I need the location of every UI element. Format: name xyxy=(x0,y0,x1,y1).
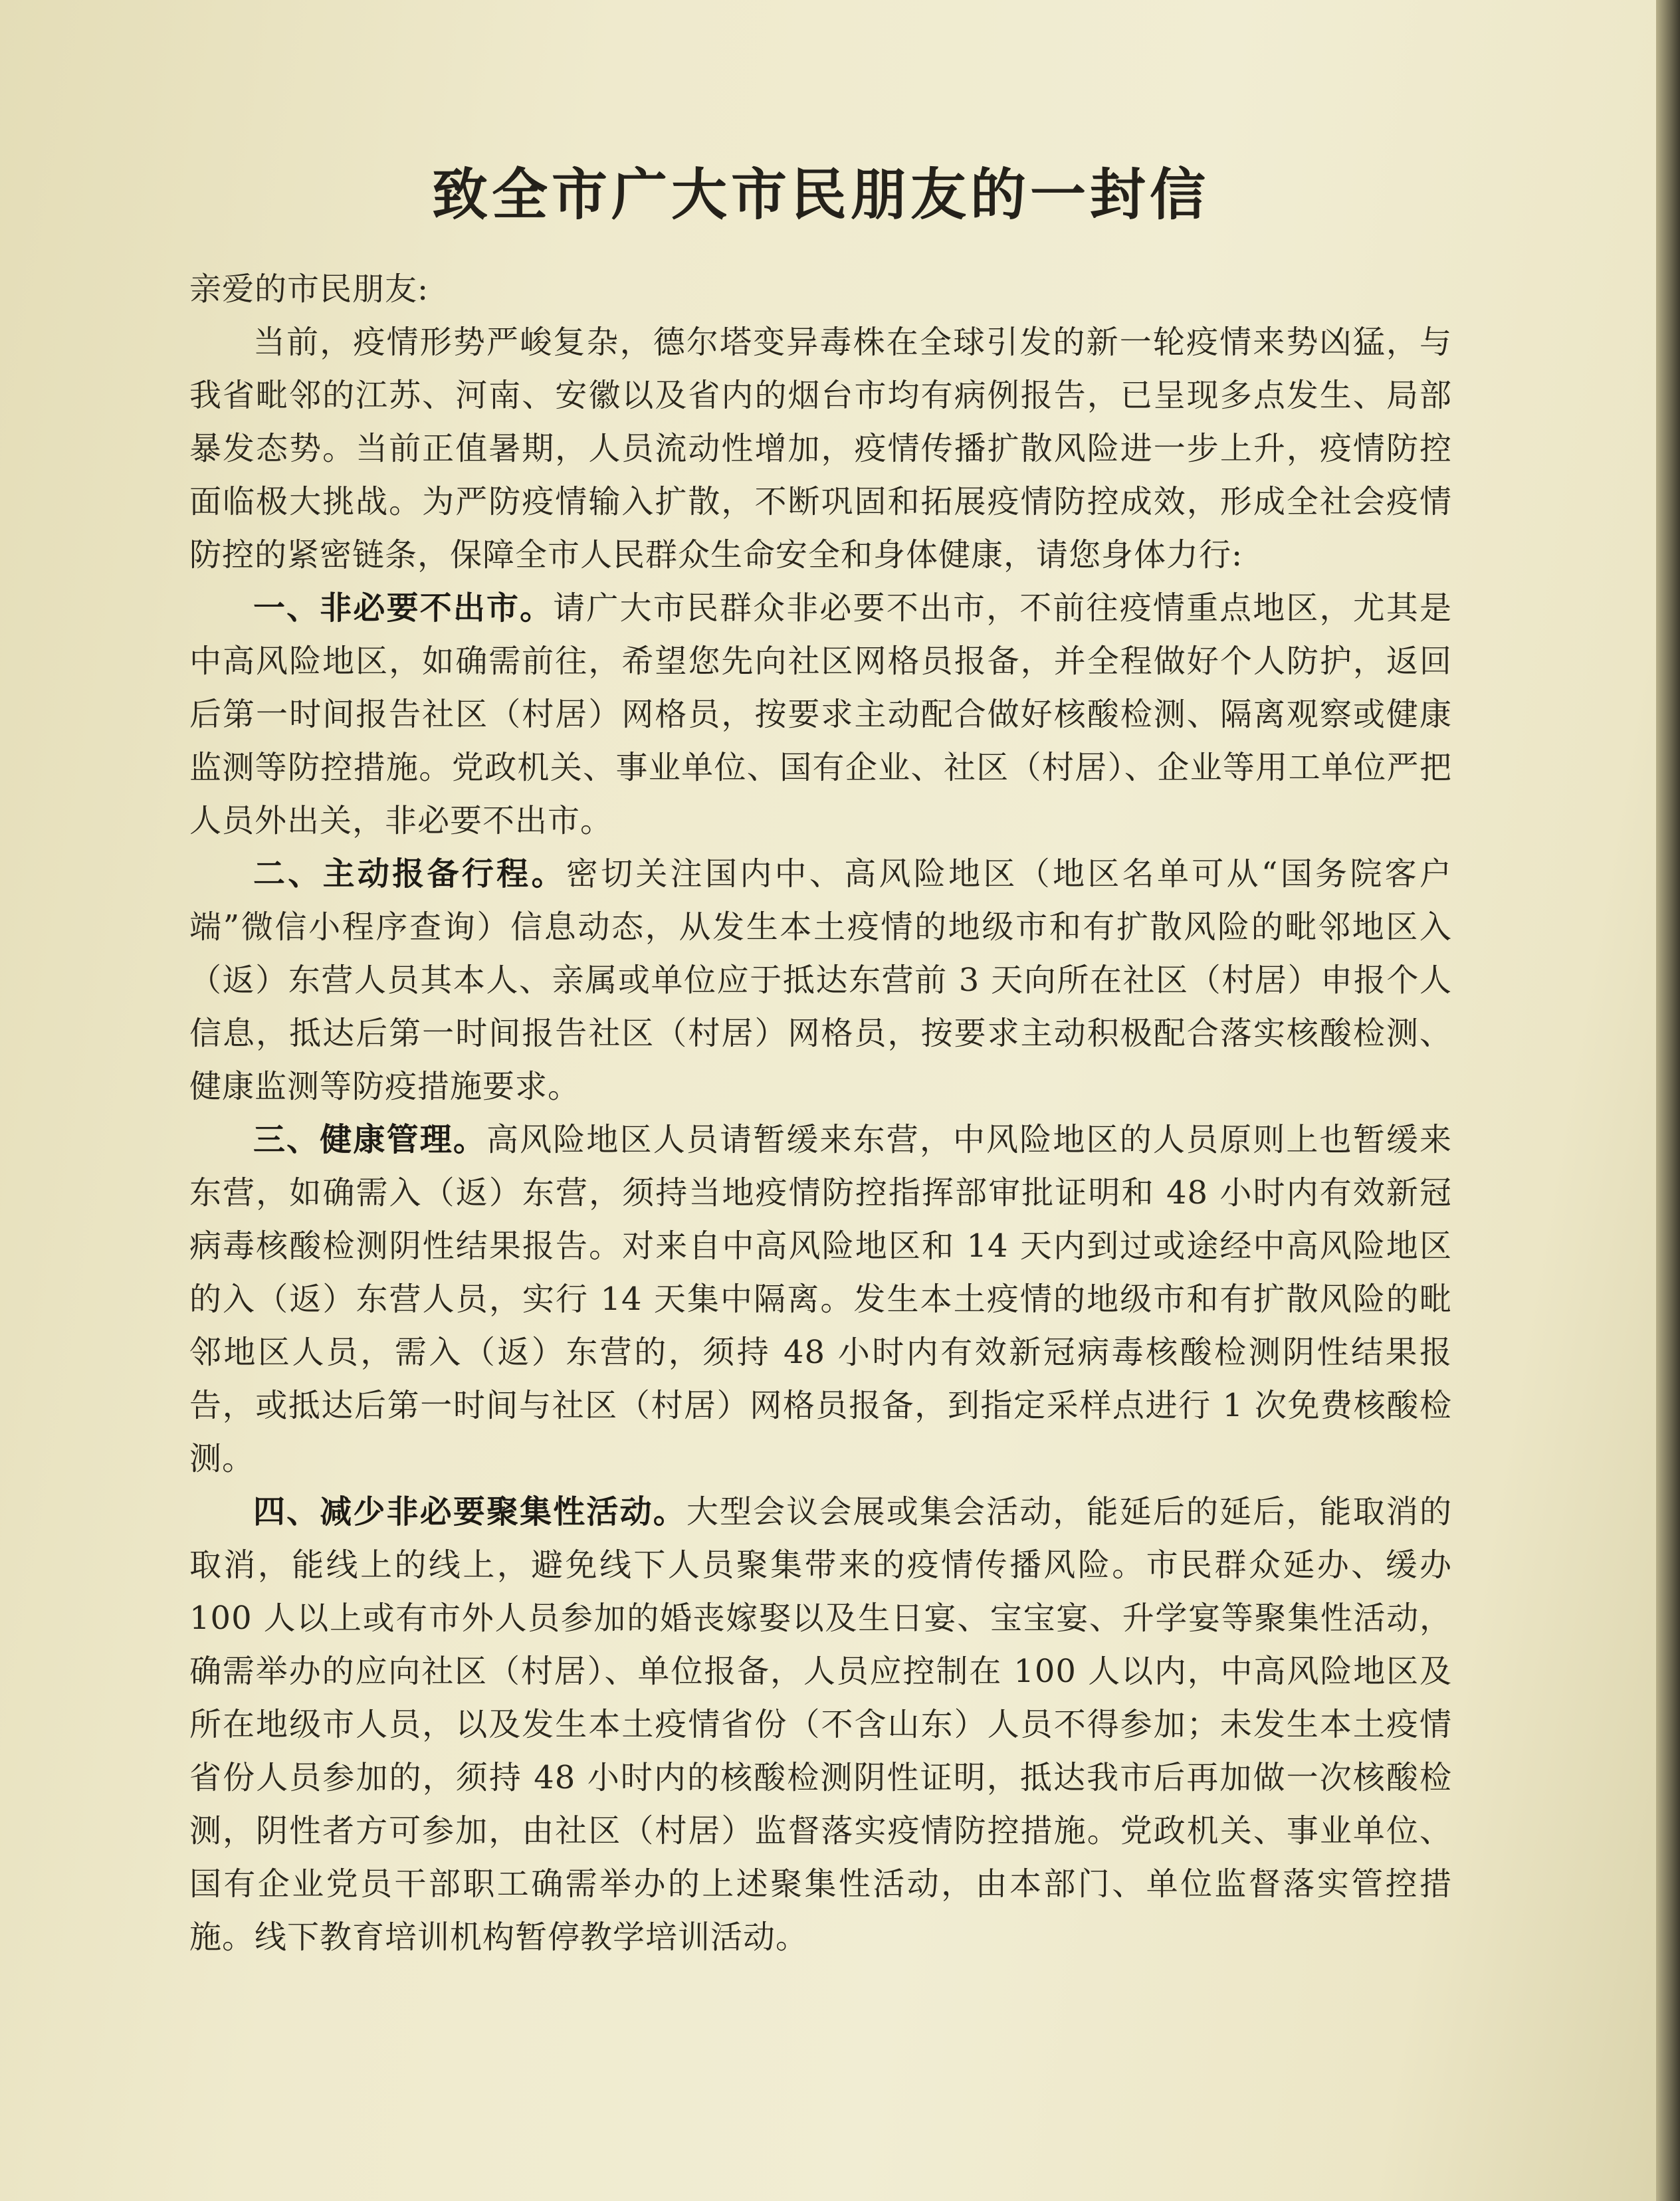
letter-title: 致全市广大市民朋友的一封信 xyxy=(431,161,1209,228)
page-edge-shadow xyxy=(1656,0,1680,2201)
section-text-1: 请广大市民群众非必要不出市，不前往疫情重点地区，尤其是中高风险地区，如确需前往，希望您先向社区网格员报备，并全程做好个人防护，返回后第一时间报告社区（村居）网格员，按要求主动配合做好核酸检测、隔离观察或健康监测等防控措施。党政机关、事业单位、国有企业、社区（村居）、企业等用工单位严把人员外出关，非必要不出市。 xyxy=(189,589,1452,839)
section-heading-2: 二、主动报备行程。 xyxy=(253,855,566,892)
section-heading-1: 一、非必要不出市。 xyxy=(253,589,554,627)
section-paragraph-1 xyxy=(189,581,1452,847)
section-paragraph-4 xyxy=(189,1485,1452,1964)
section-heading-3: 三、健康管理。 xyxy=(253,1121,486,1158)
section-text-2: 密切关注国内中、高风险地区（地区名单可从“国务院客户端”微信小程序查询）信息动态，从发生本土疫情的地级市和有扩散风险的毗邻地区入（返）东营人员其本人、亲属或单位应于抵达东营前 3 天向所在社区（村居）申报个人信息，抵达后第一时间报告社区（村居）网格员，按要求主动积极配合落实核酸检测、健康监测等防疫措施要求。 xyxy=(189,855,1452,1105)
letter-body xyxy=(189,262,1452,1964)
section-text-4: 大型会议会展或集会活动，能延后的延后，能取消的取消，能线上的线上，避免线下人员聚集带来的疫情传播风险。市民群众延办、缓办 100 人以上或有市外人员参加的婚丧嫁娶以及生日宴、宝宝宴、升学宴等聚集性活动，确需举办的应向社区（村居）、单位报备，人员应控制在 100 人以内，中高风险地区及所在地级市人员，以及发生本土疫情省份（不含山东）人员不得参加；未发生本土疫情省份人员参加的，须持 48 小时内的核酸检测阴性证明，抵达我市后再加做一次核酸检测，阴性者方可参加，由社区（村居）监督落实疫情防控措施。党政机关、事业单位、国有企业党员干部职工确需举办的上述聚集性活动，由本部门、单位监督落实管控措施。线下教育培训机构暂停教学培训活动。 xyxy=(189,1493,1452,1956)
section-text-3: 高风险地区人员请暂缓来东营，中风险地区的人员原则上也暂缓来东营，如确需入（返）东营，须持当地疫情防控指挥部审批证明和 48 小时内有效新冠病毒核酸检测阴性结果报告。对来自中高风险地区和 14 天内到过或途经中高风险地区的入（返）东营人员，实行 14 天集中隔离。发生本土疫情的地级市和有扩散风险的毗邻地区人员，需入（返）东营的，须持 48 小时内有效新冠病毒核酸检测阴性结果报告，或抵达后第一时间与社区（村居）网格员报备，到指定采样点进行 1 次免费核酸检测。 xyxy=(189,1121,1452,1477)
salutation: 亲爱的市民朋友: xyxy=(189,270,429,308)
intro-paragraph: 当前，疫情形势严峻复杂，德尔塔变异毒株在全球引发的新一轮疫情来势凶猛，与我省毗邻的江苏、河南、安徽以及省内的烟台市均有病例报告，已呈现多点发生、局部暴发态势。当前正值暑期，人员流动性增加，疫情传播扩散风险进一步上升，疫情防控面临极大挑战。为严防疫情输入扩散，不断巩固和拓展疫情防控成效，形成全社会疫情防控的紧密链条，保障全市人民群众生命安全和身体健康，请您身体力行: xyxy=(189,324,1452,574)
section-heading-4: 四、减少非必要聚集性活动。 xyxy=(253,1493,686,1530)
section-paragraph-3 xyxy=(189,1113,1452,1485)
section-paragraph-2 xyxy=(189,847,1452,1113)
